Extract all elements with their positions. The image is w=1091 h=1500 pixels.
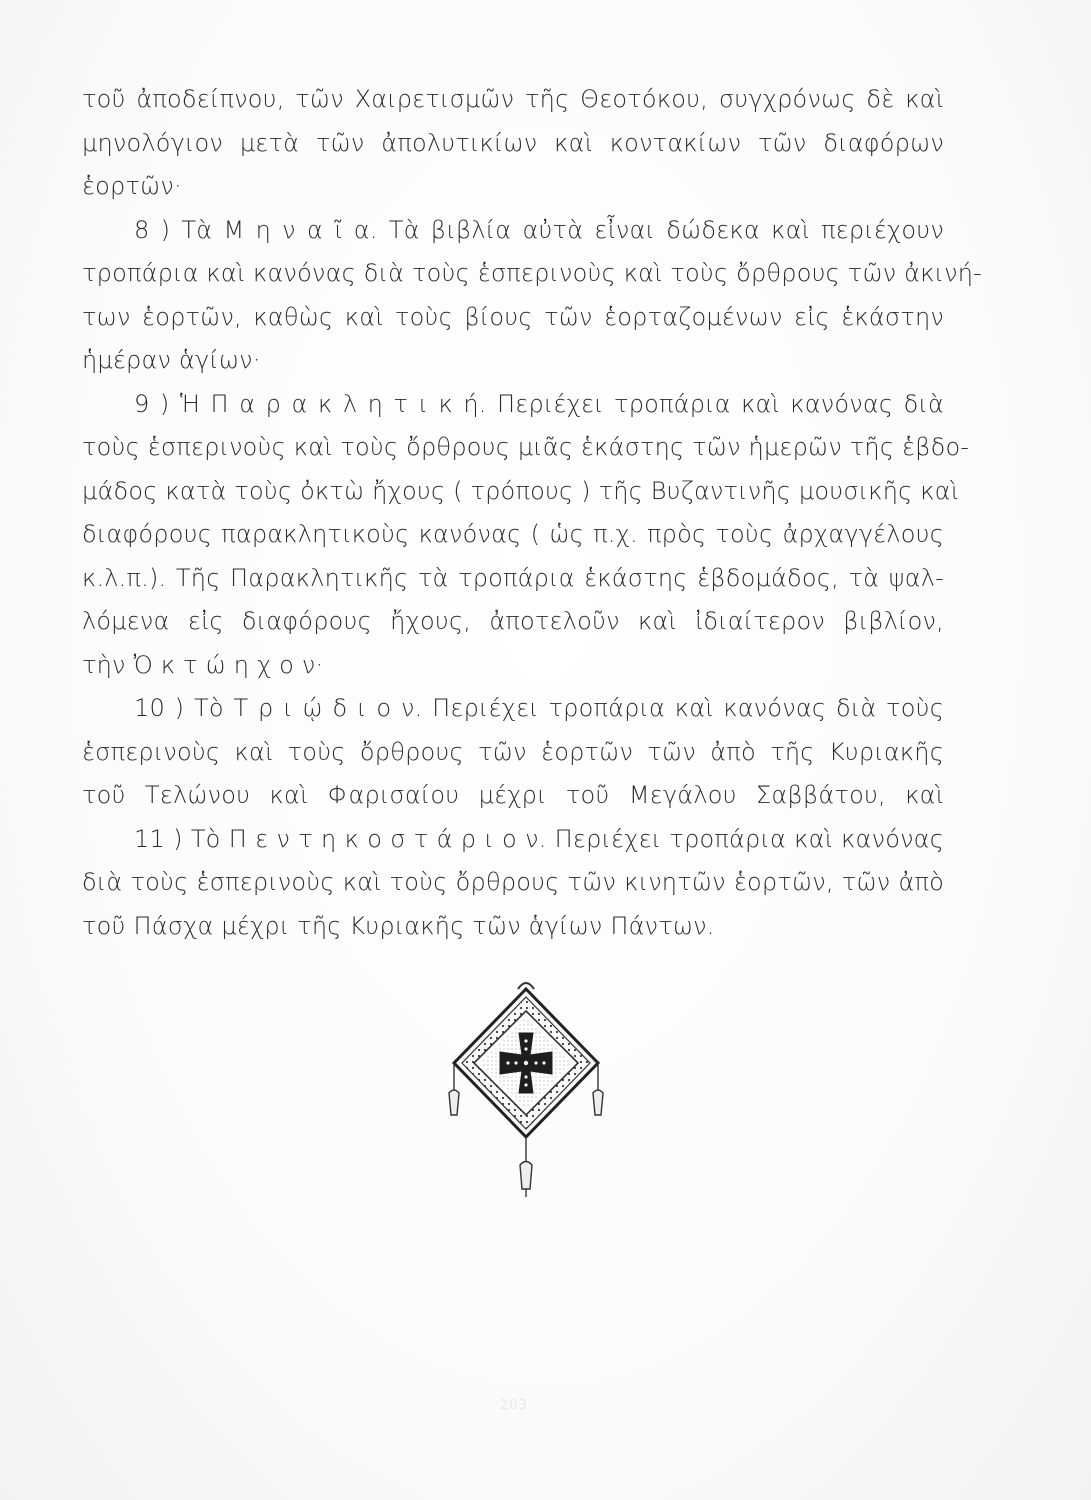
- text-line: 9 ) Ἡ Π α ρ α κ λ η τ ι κ ή. Περιέχει τροπάρια καὶ κανόνας διὰ: [134, 389, 944, 418]
- text-line: λόμενα εἰς διαφόρους ἤχους, ἀποτελοῦν καὶ ἰδιαίτερον βιβλίον,: [82, 607, 944, 635]
- text-line: των ἑορτῶν, καθὼς καὶ τοὺς βίους τῶν ἑορταζομένων εἰς ἑκάστην: [82, 302, 944, 331]
- text-line: 8 ) Τὰ Μ η ν α ῖ α. Τὰ βιβλία αὐτὰ εἶναι δώδεκα καὶ περιέχουν: [134, 215, 944, 244]
- text-line: διὰ τοὺς ἑσπερινοὺς καὶ τοὺς ὄρθρους τῶν κινητῶν ἑορτῶν, τῶν ἀπὸ: [82, 868, 944, 896]
- text-line: μάδος κατὰ τοὺς ὀκτὼ ἤχους ( τρόπους ) τῆς Βυζαντινῆς μουσικῆς καὶ: [82, 476, 960, 505]
- text-line: τὴν Ὀ κ τ ώ η χ ο ν·: [82, 650, 324, 679]
- text-line: ἡμέραν ἁγίων·: [82, 346, 261, 374]
- text-line: διαφόρους παρακλητικοὺς κανόνας ( ὡς π.χ. πρὸς τοὺς ἀρχαγγέλους: [82, 520, 944, 548]
- text-line: τροπάρια καὶ κανόνας διὰ τοὺς ἑσπερινοὺς καὶ τοὺς ὄρθρους τῶν ἀκινή-: [82, 259, 983, 287]
- text-line: τοῦ Τελώνου καὶ Φαρισαίου μέχρι τοῦ Μεγάλου Σαββάτου, καὶ: [82, 781, 944, 809]
- text-line: 10 ) Τὸ Τ ρ ι ῴ δ ι ο ν. Περιέχει τροπάρια καὶ κανόνας διὰ τοὺς: [134, 694, 944, 722]
- text-line: κ.λ.π.). Τῆς Παρακλητικῆς τὰ τροπάρια ἑκάστης ἑβδομάδος, τὰ ψαλ-: [82, 563, 944, 592]
- body-text: [82, 78, 983, 948]
- text-line: τοὺς ἑσπερινοὺς καὶ τοὺς ὄρθρους μιᾶς ἑκάστης τῶν ἡμερῶν τῆς ἑβδο-: [82, 433, 970, 461]
- text-line: μηνολόγιον μετὰ τῶν ἀπολυτικίων καὶ κοντακίων τῶν διαφόρων: [82, 128, 944, 157]
- text-line: τοῦ ἀποδείπνου, τῶν Χαιρετισμῶν τῆς Θεοτόκου, συγχρόνως δὲ καὶ: [82, 85, 944, 113]
- epigonation-cross-icon: [446, 975, 606, 1205]
- text-line: τοῦ Πάσχα μέχρι τῆς Κυριακῆς τῶν ἁγίων Πάντων.: [82, 911, 715, 940]
- text-line: 11 ) Τὸ Π ε ν τ η κ ο σ τ ά ρ ι ο ν. Περιέχει τροπάρια καὶ κανόνας: [134, 824, 944, 853]
- text-line: ἑορτῶν·: [82, 172, 182, 200]
- text-line: ἑσπερινοὺς καὶ τοὺς ὄρθρους τῶν ἑορτῶν τῶν ἀπὸ τῆς Κυριακῆς: [82, 737, 944, 766]
- page-number: 203: [500, 1398, 528, 1413]
